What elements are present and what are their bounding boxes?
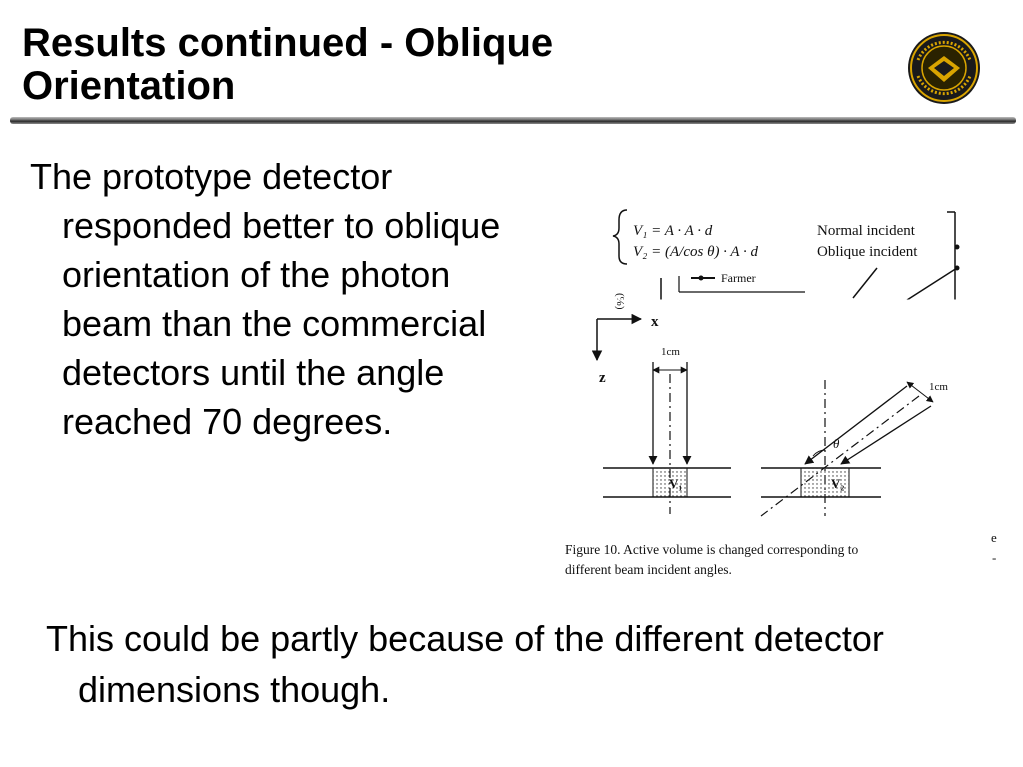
beam-width-label-normal: 1cm xyxy=(661,346,680,358)
incident-angle-label: θ xyxy=(833,436,840,451)
plot-axis-fragment: (%) xyxy=(614,293,626,310)
plot-legend-fragment: Farmer xyxy=(721,271,756,285)
cropped-text-fragment: e xyxy=(991,530,997,545)
equation-normal: V₁ = A · A · d xyxy=(633,223,713,239)
figure-caption-line-1: Figure 10. Active volume is changed corresponding to xyxy=(565,542,859,557)
z-axis-label: z xyxy=(599,370,606,386)
active-volume-figure xyxy=(555,198,1005,598)
equation-oblique: V₂ = (A/cos θ) · A · d xyxy=(633,244,759,260)
secondary-bullet-point: This could be partly because of the different detector dimensions though. xyxy=(46,618,884,710)
title-divider xyxy=(10,117,1016,124)
university-seal-logo xyxy=(906,30,982,106)
figure-caption-line-2: different beam incident angles. xyxy=(565,562,732,577)
main-bullet-point: The prototype detector responded better to oblique orientation of the photon beam than the commercial detectors until the angle reached 70 degrees. xyxy=(30,156,501,442)
x-axis-label: x xyxy=(651,314,659,330)
beam-width-label-oblique: 1cm xyxy=(929,381,948,393)
volume-label-normal: V₁ xyxy=(669,476,683,491)
equation-brace xyxy=(613,210,627,264)
cropped-text-fragment: - xyxy=(992,550,997,565)
slide-title: Results continued - Oblique Orientation xyxy=(22,21,554,108)
equation-normal-label: Normal incident xyxy=(817,223,915,239)
volume-label-oblique: V₂ xyxy=(831,476,845,491)
equation-oblique-label: Oblique incident xyxy=(817,244,918,260)
